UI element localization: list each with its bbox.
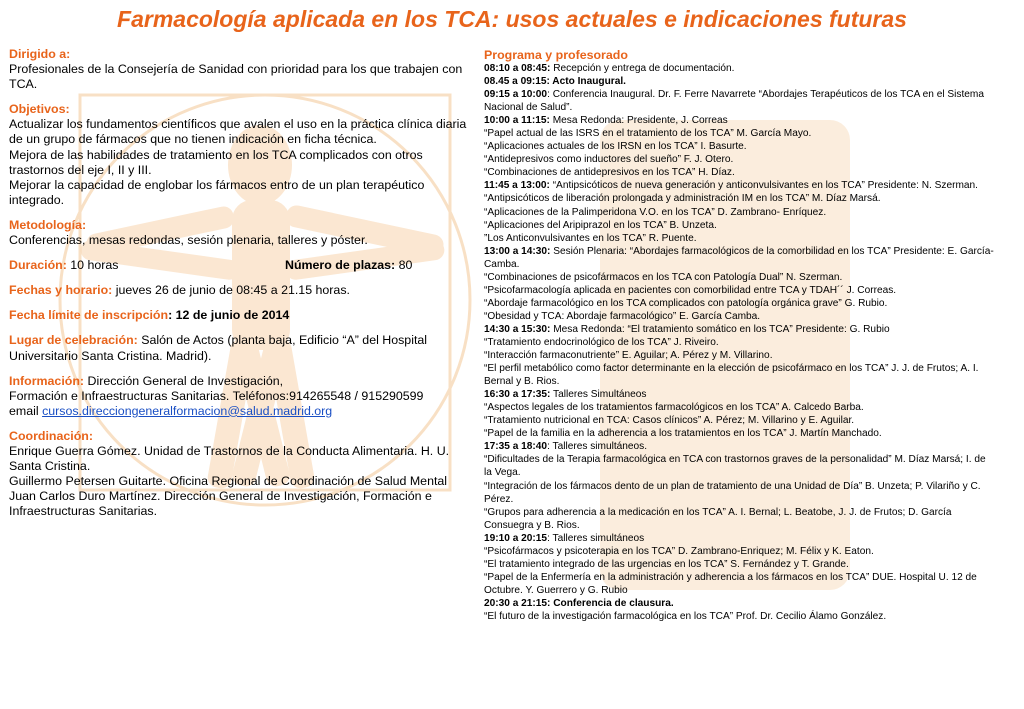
programa-line (484, 271, 996, 284)
programa-line (484, 297, 996, 310)
coordinacion-line: Guillermo Petersen Guitarte. Oficina Regional de Coordinación de Salud Mental (9, 474, 448, 489)
programa-time: 10:00 a 11:15: (484, 115, 550, 127)
programa-line (484, 427, 996, 440)
programa-text: “Psicofarmacología aplicada en pacientes con comorbilidad entre TCA y TDAH´´ J. Correas. (484, 284, 897, 296)
programa-line (484, 336, 996, 349)
programa-text: “Aplicaciones de la Palimperidona V.O. en los TCA” D. Zambrano- Enríquez. (484, 206, 827, 218)
programa-line (484, 140, 996, 153)
programa-line (484, 545, 996, 558)
programa-text: : Talleres simultáneos (547, 532, 645, 544)
email-link[interactable]: cursos.direcciongeneralformacion@salud.madrid.org (42, 403, 333, 418)
objetivos-line: Mejora de las habilidades de tratamiento en los TCA complicados con otros trastornos del eje I, II y III. (9, 147, 423, 177)
programa-line (484, 362, 996, 388)
programa-text: “Psicofármacos y psicoterapia en los TCA” D. Zambrano-Enriquez; M. Félix y K. Eaton. (484, 545, 874, 557)
programa-line (484, 127, 996, 140)
programa-line (484, 114, 996, 127)
programa-line (484, 401, 996, 414)
programa-line (484, 558, 996, 571)
info-row (9, 374, 471, 389)
programa-text: “Antipsicóticos de liberación prolongada y administración IM en los TCA” M. Díaz Marsá. (484, 193, 881, 205)
plazas-value: 80 (395, 258, 413, 273)
programa-time: 19:10 a 20:15 (484, 532, 548, 544)
programa-line (484, 245, 996, 271)
fechas-row (9, 283, 471, 298)
fechas-label: Fechas y horario: (9, 283, 113, 298)
page-title: Farmacología aplicada en los TCA: usos actuales e indicaciones futuras (117, 6, 907, 32)
programa-line (484, 75, 996, 88)
programa-line (484, 323, 996, 336)
programa-line (484, 349, 996, 362)
programa-line (484, 597, 996, 610)
limite-label: Fecha límite de inscripción (9, 308, 169, 323)
programa-time: 08:10 a 08:45: (484, 63, 551, 74)
lugar-label: Lugar de celebración: (9, 333, 138, 348)
programa-text: “Aplicaciones del Aripiprazol en los TCA” B. Unzeta. (484, 219, 717, 231)
programa-time: 08.45 a 09:15: Acto Inaugural. (484, 76, 626, 88)
programa-line (484, 440, 996, 453)
programa-line (484, 179, 996, 192)
programa-heading: Programa y profesorado (484, 48, 628, 62)
programa-time: 13:00 a 14:30: (484, 245, 551, 257)
programa-line (484, 62, 996, 75)
objetivos-line: Mejorar la capacidad de englobar los fármacos entro de un plan terapéutico integrado. (9, 177, 425, 207)
info-line2: Formación e Infraestructuras Sanitarias. Teléfonos:914265548 / 915290599 (9, 388, 424, 403)
limite-value: : 12 de junio de 2014 (168, 308, 290, 323)
programa-time: 16:30 a 17:35: (484, 389, 551, 401)
programa-text: “Interacción farmaconutriente” E. Aguilar; A. Pérez y M. Villarino. (484, 350, 773, 362)
programa-line (484, 610, 996, 623)
programa-text: “Aplicaciones actuales de los IRSN en los TCA” I. Basurte. (484, 141, 747, 153)
duracion-label: Duración: (9, 258, 67, 273)
programa-text: “Grupos para adherencia a la medicación en los TCA” A. I. Bernal; L. Beatobe, J. J. de Frutos; D. García Consuegra y B. Rios. (484, 506, 952, 531)
programa-text: “Aspectos legales de los tratamientos farmacológicos en los TCA” A. Calcedo Barba. (484, 402, 864, 414)
info-column (9, 47, 471, 519)
programa-text: “Tratamiento endocrinológico de los TCA” J. Riveiro. (484, 336, 719, 348)
programa-text: “Papel actual de las ISRS en el tratamiento de los TCA” M. García Mayo. (484, 128, 812, 140)
programa-text: “Papel de la familia en la adherencia a los tratamientos en los TCA” J. Martín Manchado. (484, 428, 882, 440)
metodologia-heading: Metodología: (9, 217, 87, 232)
info-value: Dirección General de Investigación, (84, 373, 284, 388)
programa-text: : Conferencia Inaugural. Dr. F. Ferre Navarrete “Abordajes Terapéuticos de los TCA en el Sistema Nacional de Salud”. (484, 89, 984, 114)
objetivos-line: Actualizar los fundamentos científicos que avalen el uso en la práctica clínica diaria de un grupo de fármacos que no tienen indicación en ficha técnica. (9, 117, 467, 147)
programa-line (484, 571, 996, 597)
dirigido-text: Profesionales de la Consejería de Sanidad con prioridad para los que trabajen con TCA. (9, 62, 463, 92)
programa-list (484, 62, 996, 623)
programa-text: “Obesidad y TCA: Abordaje farmacológico” E. García Camba. (484, 310, 761, 322)
coordinacion-line: Juan Carlos Duro Martínez. Dirección General de Investigación, Formación e Infraestructuras Sanitarias. (9, 489, 432, 519)
plazas-label: Número de plazas: (285, 258, 396, 273)
programa-line (484, 388, 996, 401)
programa-text: “Dificultades de la Terapia farmacológica en TCA con trastornos graves de la personalidad” M. Díaz Marsá; I. de la Vega. (484, 454, 986, 479)
programa-line (484, 532, 996, 545)
programa-time: 20:30 a 21:15: Conferencia de clausura. (484, 597, 674, 609)
coordinacion-line: Enrique Guerra Gómez. Unidad de Trastornos de la Conducta Alimentaria. H. U. Santa Cristina. (9, 443, 450, 474)
lugar-value: Salón de Actos (planta baja, Edificio “A” del Hospital Universitario Santa Cristina. Madrid). (9, 333, 428, 363)
programa-time: 17:35 a 18:40 (484, 441, 548, 453)
programa-line (484, 219, 996, 232)
programa-line (484, 506, 996, 532)
programa-text: Mesa Redonda: “El tratamiento somático en los TCA” Presidente: G. Rubio (550, 323, 890, 335)
programa-text: Sesión Plenaria: “Abordajes farmacológicos de la comorbilidad en los TCA” Presidente: E. García-Camba. (484, 245, 994, 270)
limite-row (9, 308, 471, 323)
info-label: Información: (9, 373, 85, 388)
programa-text: Talleres Simultáneos (550, 389, 647, 401)
programa-line (484, 310, 996, 323)
programa-text: “El tratamiento integrado de las urgencias en los TCA” S. Fernández y T. Grande. (484, 558, 849, 570)
fechas-value: jueves 26 de junio de 08:45 a 21.15 horas. (112, 283, 350, 298)
programa-line (484, 480, 996, 506)
programa-column (484, 48, 996, 623)
programa-text: Mesa Redonda: Presidente, J. Correas (549, 115, 728, 127)
programa-text: “Integración de los fármacos dento de un plan de tratamiento de una Unidad de Día” B. Unzeta; P. Vilariño y C. Pérez. (484, 480, 981, 505)
metodologia-text: Conferencias, mesas redondas, sesión plenaria, talleres y póster. (9, 233, 368, 248)
programa-time: 09:15 a 10:00 (484, 89, 548, 101)
coordinacion-heading: Coordinación: (9, 428, 93, 443)
programa-line (484, 166, 996, 179)
programa-text: “Antidepresivos como inductores del sueño” F. J. Otero. (484, 154, 734, 166)
programa-line (484, 232, 996, 245)
duracion-plazas-row (9, 258, 471, 273)
programa-text: “Antipsicóticos de nueva generación y anticonvulsivantes en los TCA” Presidente: N. Szerman. (549, 180, 978, 192)
duracion-value: 10 horas (66, 258, 119, 273)
programa-text: : Talleres simultáneos. (547, 441, 648, 453)
programa-line (484, 153, 996, 166)
programa-text: “El perfil metabólico como factor determinante en la elección de psicofármaco en los TCA” J. J. de Frutos; A. I. Bernal y B. Rios. (484, 363, 979, 388)
programa-text: “Tratamiento nutricional en TCA: Casos clínicos” A. Pérez; M. Villarino y E. Aguilar. (484, 415, 855, 427)
programa-text: “Combinaciones de antidepresivos en los TCA” H. Díaz. (484, 167, 735, 179)
email-prefix: email (9, 403, 43, 418)
objetivos-heading: Objetivos: (9, 102, 70, 117)
programa-line (484, 453, 996, 479)
email-row (9, 404, 471, 419)
programa-line (484, 414, 996, 427)
programa-time: 14:30 a 15:30: (484, 323, 551, 335)
programa-line (484, 284, 996, 297)
programa-text: ”Los Anticonvulsivantes en los TCA” R. Puente. (484, 232, 697, 244)
programa-text: “Abordaje farmacológico en los TCA complicados con patología orgánica grave” G. Rubio. (484, 297, 888, 309)
programa-text: “Papel de la Enfermería en la administración y adherencia a los fármacos en los TCA” DUE. Hospital U. 12 de Octubre. Y. Guerrero y G. Rubio (484, 571, 977, 596)
programa-text: Recepción y entrega de documentación. (550, 63, 735, 74)
programa-line (484, 206, 996, 219)
lugar-row (9, 333, 471, 363)
programa-text: “Combinaciones de psicofármacos en los TCA con Patología Dual” N. Szerman. (484, 271, 843, 283)
programa-time: 11:45 a 13:00: (484, 180, 550, 192)
programa-line (484, 88, 996, 114)
programa-text: “El futuro de la investigación farmacológica en los TCA” Prof. Dr. Cecilio Álamo González. (484, 610, 887, 622)
programa-line (484, 192, 996, 205)
dirigido-heading: Dirigido a: (9, 47, 71, 61)
